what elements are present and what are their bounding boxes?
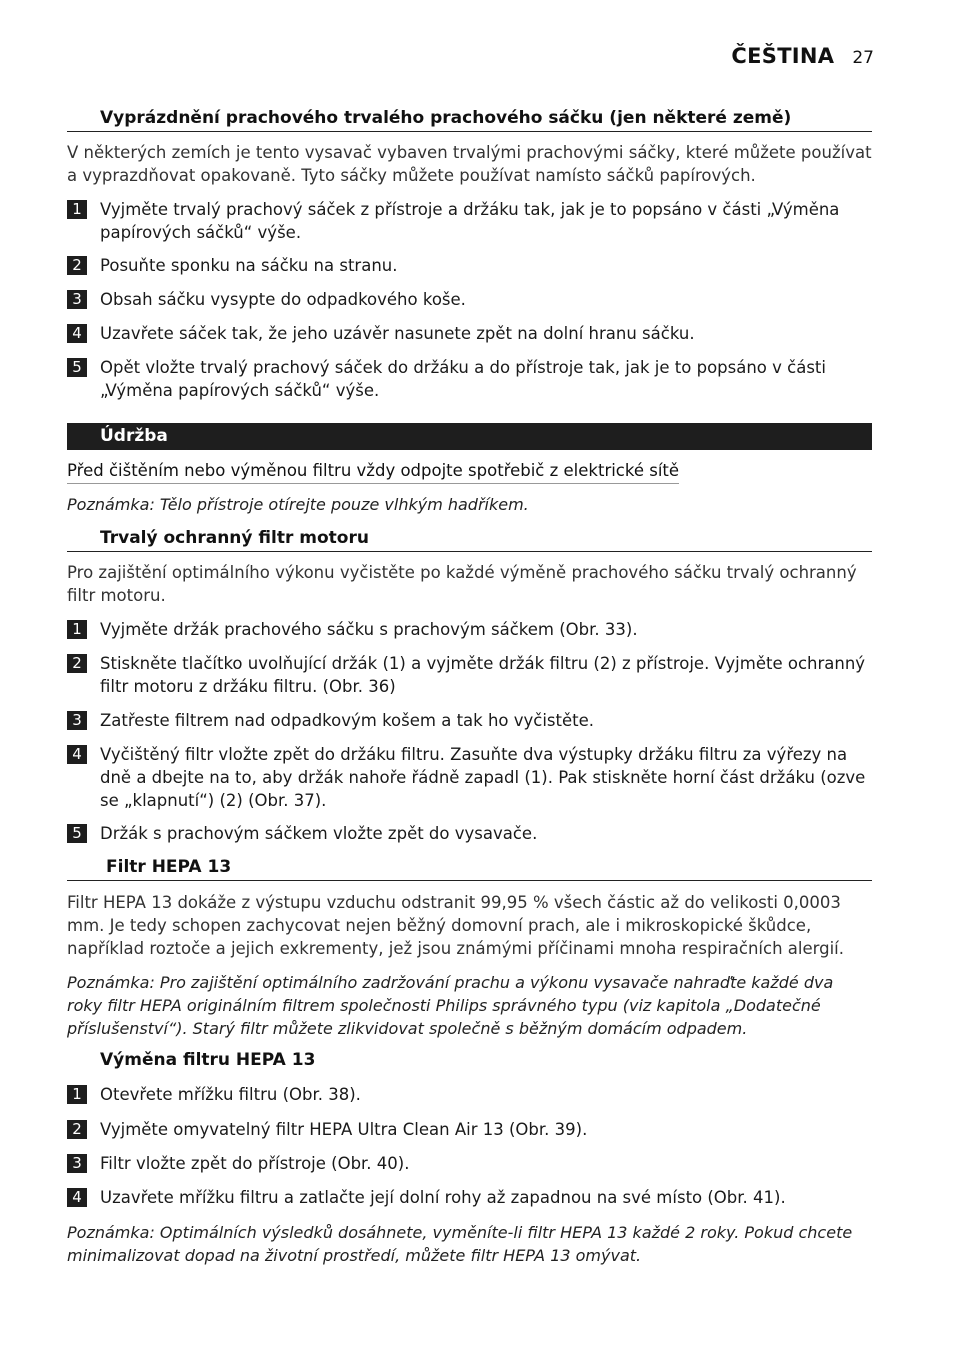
step-text: Obsah sáčku vysypte do odpadkového koše. [100,290,466,309]
step-item [67,743,872,812]
step-text: Vyčištěný filtr vložte zpět do držáku filtru. Zasuňte dva výstupky držáku filtru za výřezy na dně a dbejte na to, aby držák nahoře řádně zapadl (1). Pak stiskněte horní část držáku (ozve se „klapnutí“) (2) (Obr. 37). [100,745,866,810]
step-number: 4 [67,324,87,343]
step-text: Uzavřete mřížku filtru a zatlačte její dolní rohy až zapadnou na své místo (Obr. 41). [100,1188,786,1207]
step-number: 4 [67,1188,87,1207]
step-item [67,652,872,698]
step-number: 2 [67,654,87,673]
step-item [67,1118,872,1141]
step-number: 5 [67,358,87,377]
section-intro: Filtr HEPA 13 dokáže z výstupu vzduchu odstranit 99,95 % všech částic až do velikosti 0,0003 mm. Je tedy schopen zachycovat nejen běžný domovní prach, ale i mikroskopické škůdce, například roztoče a jejich exkrementy, jež jsou známými příčinami mnoha respiračních alergií. [67,893,845,958]
step-number: 1 [67,1085,87,1104]
step-text: Vyjměte trvalý prachový sáček z přístroje a držáku tak, jak je to popsáno v části „Výměna papírových sáčků“ výše. [100,200,840,242]
step-item [67,1083,872,1106]
step-text: Posuňte sponku na sáčku na stranu. [100,256,398,275]
step-item [67,254,872,277]
section-intro: V některých zemích je tento vysavač vybaven trvalými prachovými sáčky, které můžete používat a vyprazdňovat opakovaně. Tyto sáčky můžete používat namísto sáčků papírových. [67,143,872,185]
step-number: 2 [67,1120,87,1139]
section-title-replace-hepa: Výměna filtru HEPA 13 [100,1050,316,1070]
step-number: 4 [67,745,87,764]
step-item [67,618,872,641]
step-item [67,709,872,732]
step-number: 3 [67,290,87,309]
language-label: ČEŠTINA [731,44,835,68]
step-number: 3 [67,1154,87,1173]
step-text: Uzavřete sáček tak, že jeho uzávěr nasunete zpět na dolní hranu sáčku. [100,324,695,343]
section-intro: Pro zajištění optimálního výkonu vyčistěte po každé výměně prachového sáčku trvalý ochranný filtr motoru. [67,563,857,605]
step-item [67,288,872,311]
section-title-hepa-filter: Filtr HEPA 13 [67,857,872,881]
step-number: 3 [67,711,87,730]
note-text: Poznámka: Tělo přístroje otírejte pouze vlhkým hadříkem. [67,495,529,514]
warning-text: Před čištěním nebo výměnou filtru vždy odpojte spotřebič z elektrické sítě [67,459,679,484]
step-text: Stiskněte tlačítko uvolňující držák (1) a vyjměte držák filtru (2) z přístroje. Vyjměte ochranný filtr motoru z držáku filtru. (Obr. 36) [100,654,866,696]
page-number: 27 [852,48,874,68]
step-text: Opět vložte trvalý prachový sáček do držáku a do přístroje tak, jak je to popsáno v části „Výměna papírových sáčků“ výše. [100,358,826,400]
step-item [67,1186,872,1209]
note-text: Poznámka: Pro zajištění optimálního zadržování prachu a výkonu vysavače nahraďte každé dva roky filtr HEPA originálním filtrem společnosti Philips správného typu (viz kapitola „Dodatečné příslušenství“). Starý filtr můžete zlikvidovat společně s běžným domácím odpadem. [67,973,834,1038]
step-item [67,1152,872,1175]
step-number: 5 [67,824,87,843]
step-text: Vyjměte držák prachového sáčku s prachovým sáčkem (Obr. 33). [100,620,638,639]
step-item [67,822,872,845]
step-text: Vyjměte omyvatelný filtr HEPA Ultra Clean Air 13 (Obr. 39). [100,1120,588,1139]
step-item [67,356,872,402]
step-item [67,322,872,345]
step-number: 2 [67,256,87,275]
section-title-empty-permanent-bag: Vyprázdnění prachového trvalého prachového sáčku (jen některé země) [67,108,872,132]
step-text: Zatřeste filtrem nad odpadkovým košem a tak ho vyčistěte. [100,711,595,730]
step-text: Filtr vložte zpět do přístroje (Obr. 40). [100,1154,410,1173]
step-text: Držák s prachovým sáčkem vložte zpět do vysavače. [100,824,538,843]
section-bar-maintenance: Údržba [67,423,872,450]
step-text: Otevřete mřížku filtru (Obr. 38). [100,1085,361,1104]
step-number: 1 [67,200,87,219]
section-title-motor-filter: Trvalý ochranný filtr motoru [67,528,872,552]
note-text: Poznámka: Optimálních výsledků dosáhnete, vyměníte-li filtr HEPA 13 každé 2 roky. Pokud chcete minimalizovat dopad na životní prostředí, můžete filtr HEPA 13 omývat. [67,1223,853,1265]
step-item [67,198,872,244]
page-header [731,44,874,68]
step-number: 1 [67,620,87,639]
